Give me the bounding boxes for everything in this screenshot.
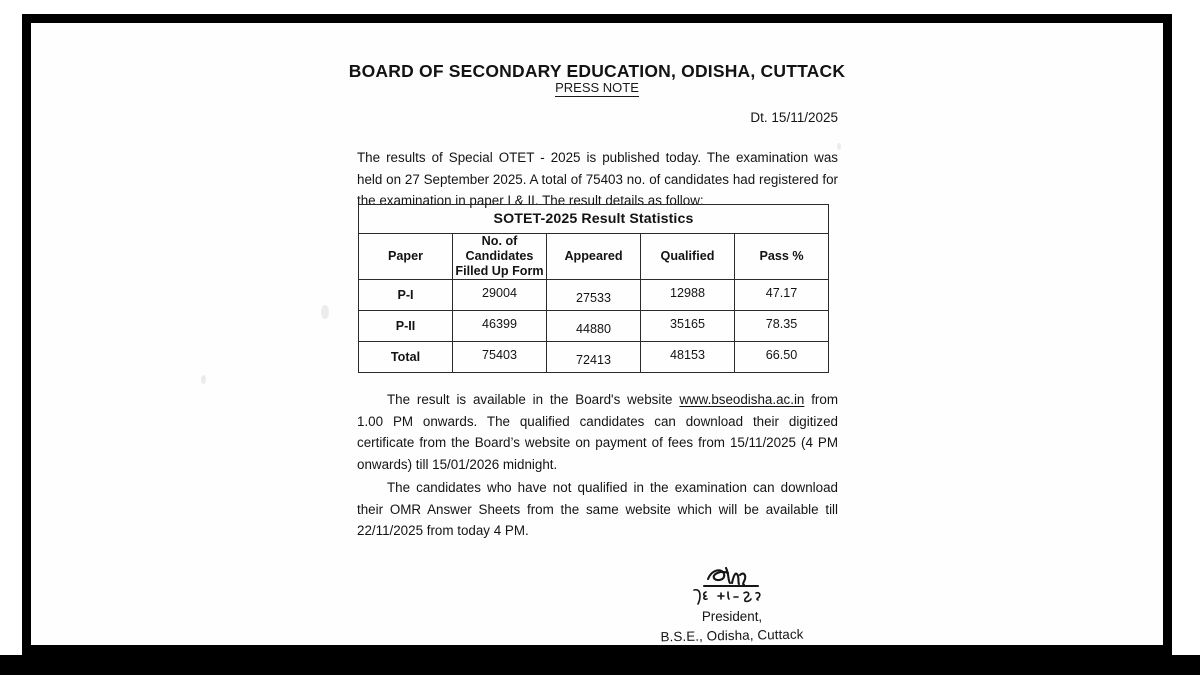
scan-frame-bottom bbox=[22, 645, 1172, 655]
result-availability-paragraph bbox=[357, 389, 838, 475]
scan-artifact bbox=[201, 375, 206, 384]
cell-appeared bbox=[547, 342, 641, 373]
intro-paragraph-text: The results of Special OTET - 2025 is published today. The examination was held on 27 September 2025. A total of 75403 no. of candidates had registered for the examination in paper I & II. The result details as follow: bbox=[357, 150, 838, 209]
cell-filled-value: 46399 bbox=[481, 317, 518, 331]
cell-appeared-value: 72413 bbox=[575, 353, 612, 367]
cell-filled bbox=[453, 280, 547, 311]
cell-filled-value: 75403 bbox=[481, 348, 518, 362]
table-row bbox=[359, 342, 829, 373]
cell-qualified bbox=[641, 311, 735, 342]
page-title: BOARD OF SECONDARY EDUCATION, ODISHA, CUTTACK bbox=[348, 60, 846, 81]
result-statistics-table bbox=[358, 204, 829, 373]
cell-qualified-value: 12988 bbox=[669, 286, 706, 300]
press-note-label: PRESS NOTE bbox=[555, 80, 639, 95]
scan-frame-top bbox=[22, 14, 1172, 23]
cell-pass-percent bbox=[735, 280, 829, 311]
cell-qualified-value: 48153 bbox=[669, 348, 706, 362]
cell-paper: P-II bbox=[359, 311, 453, 342]
result-paragraph-text-part1: The result is available in the Board's website bbox=[387, 392, 680, 408]
cell-pass-percent bbox=[735, 342, 829, 373]
handwritten-signature-icon bbox=[617, 563, 847, 607]
column-header-filled-line1: No. of Candidates bbox=[465, 234, 534, 263]
signatory-office: B.S.E., Odisha, Cuttack bbox=[660, 626, 804, 645]
omr-paragraph-text: The candidates who have not qualified in the examination can download their OMR Answer Sheets from the same website which will be available till 22/11/2025 from today 4 PM. bbox=[357, 480, 838, 539]
column-header-paper: Paper bbox=[359, 234, 453, 280]
column-header-filled-line2: Filled Up Form bbox=[455, 264, 544, 278]
result-paragraph-text-part2: from 1.00 PM onwards. The qualified candidates can download their digitized certificate from the Board’s website on payment of fees from 15/11/2025 (4 PM onwards) till 15/01/2026 midnight. bbox=[357, 392, 838, 472]
cell-qualified bbox=[641, 342, 735, 373]
document-page bbox=[31, 23, 1163, 645]
cell-paper: Total bbox=[359, 342, 453, 373]
intro-paragraph bbox=[357, 147, 838, 211]
cell-pass-value: 47.17 bbox=[765, 286, 798, 300]
column-header-appeared: Appeared bbox=[547, 234, 641, 280]
column-header-pass-percent: Pass % bbox=[735, 234, 829, 280]
column-header-qualified: Qualified bbox=[641, 234, 735, 280]
cell-filled bbox=[453, 311, 547, 342]
cell-pass-value: 66.50 bbox=[765, 348, 798, 362]
cell-appeared bbox=[547, 311, 641, 342]
signature-block bbox=[617, 563, 847, 645]
cell-appeared-value: 27533 bbox=[575, 291, 612, 305]
scan-artifact bbox=[321, 305, 329, 319]
cell-appeared-value: 44880 bbox=[575, 322, 612, 336]
cell-filled bbox=[453, 342, 547, 373]
cell-qualified bbox=[641, 280, 735, 311]
letterbox-bottom bbox=[0, 655, 1200, 675]
press-note-heading bbox=[31, 80, 1163, 95]
column-header-filled-up-form bbox=[453, 234, 547, 280]
omr-sheet-paragraph bbox=[357, 477, 838, 541]
board-website-link[interactable]: www.bseodisha.ac.in bbox=[679, 392, 805, 408]
document-date: Dt. 15/11/2025 bbox=[750, 110, 838, 125]
cell-pass-percent bbox=[735, 311, 829, 342]
table-caption: SOTET-2025 Result Statistics bbox=[359, 205, 829, 234]
result-table-container bbox=[358, 204, 829, 373]
table-header-row bbox=[359, 234, 829, 280]
signatory-designation: President, bbox=[701, 609, 763, 624]
table-row bbox=[359, 311, 829, 342]
scan-frame-left bbox=[22, 14, 31, 655]
table-caption-row bbox=[359, 205, 829, 234]
cell-qualified-value: 35165 bbox=[669, 317, 706, 331]
cell-filled-value: 29004 bbox=[481, 286, 518, 300]
table-row bbox=[359, 280, 829, 311]
scan-frame-right bbox=[1163, 14, 1172, 655]
cell-paper: P-I bbox=[359, 280, 453, 311]
cell-pass-value: 78.35 bbox=[765, 317, 798, 331]
cell-appeared bbox=[547, 280, 641, 311]
